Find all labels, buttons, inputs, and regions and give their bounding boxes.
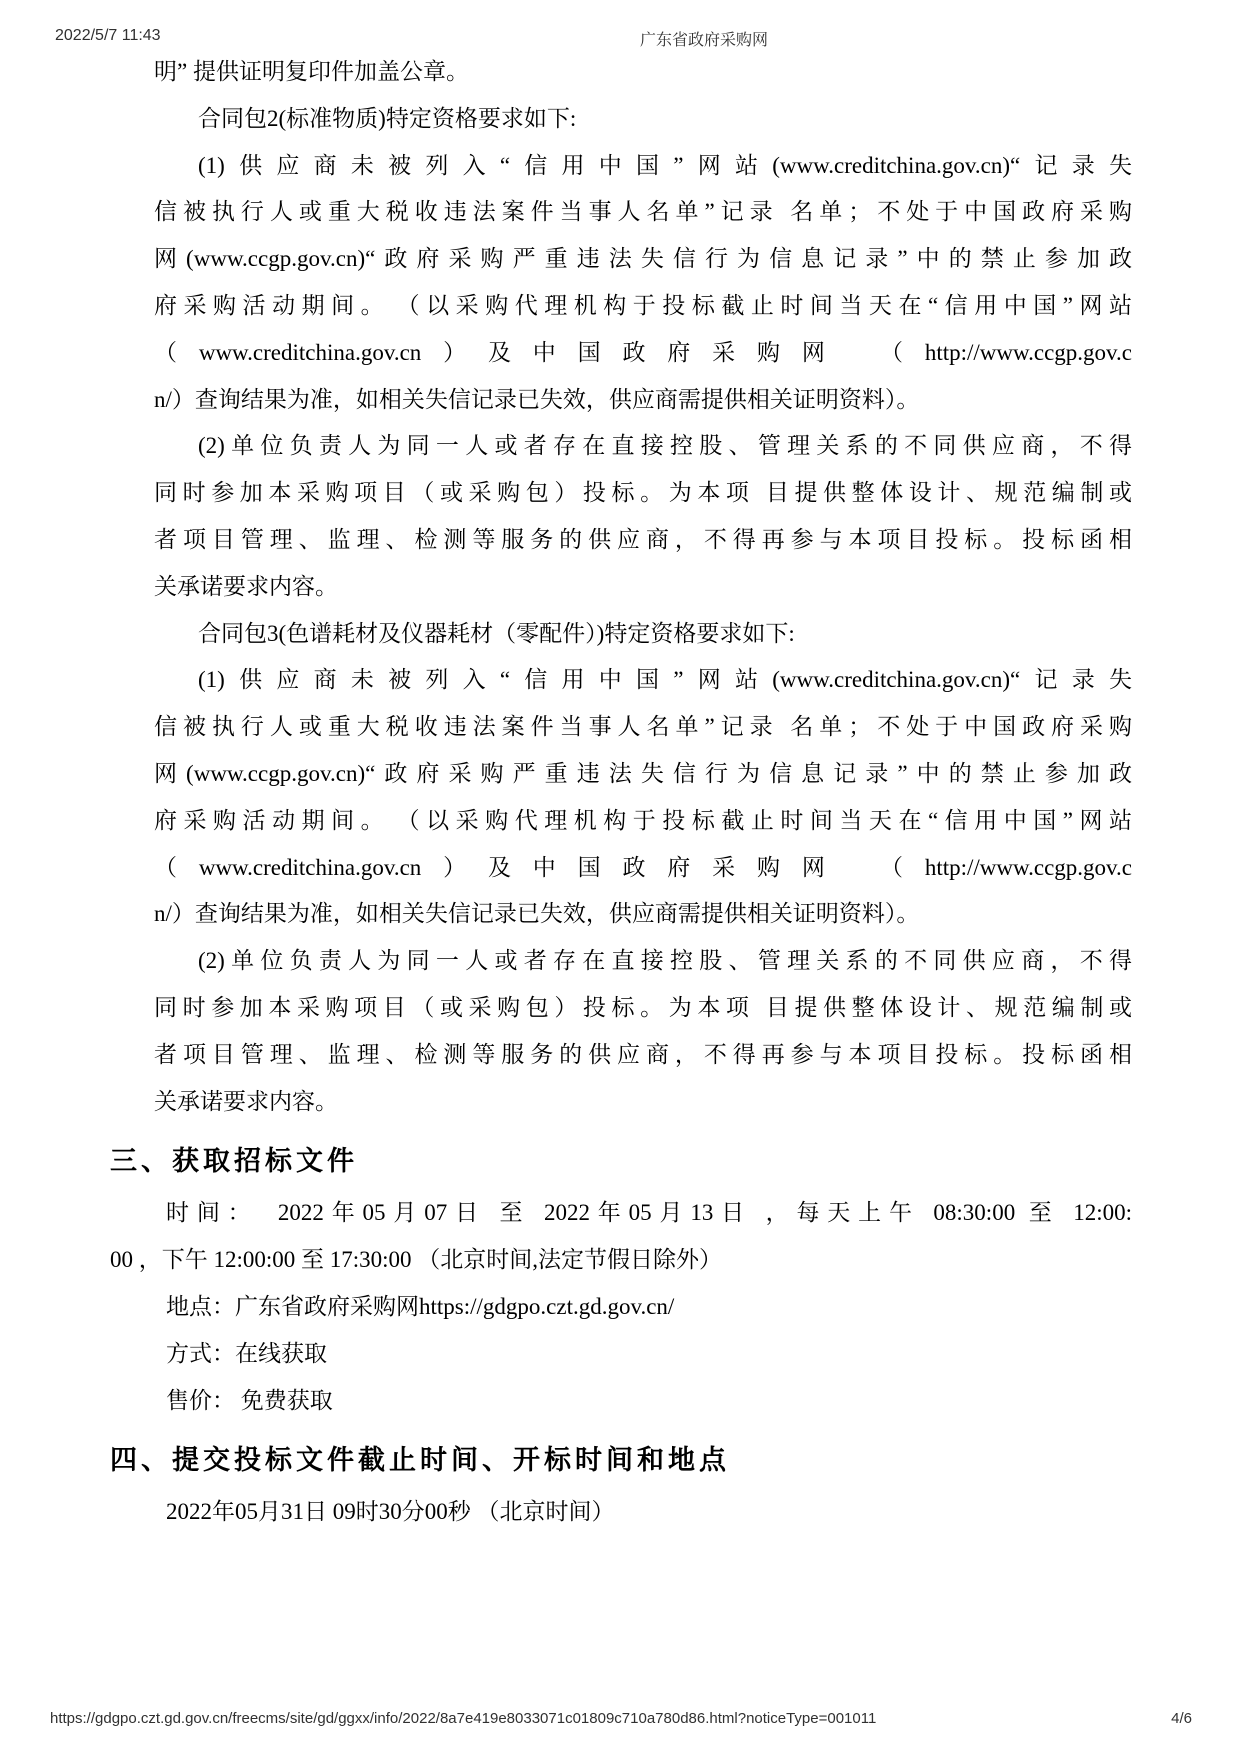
section-heading: 四、提交投标文件截止时间、开标时间和地点: [110, 1445, 730, 1476]
document-line: 府采购活动期间。 （以采购代理机构于投标截止时间当天在“信用中国”网站: [154, 807, 1132, 833]
document-line: 2022年05月31日 09时30分00秒 （北京时间）: [166, 1499, 615, 1525]
document-line: 者项目管理、监理、检测等服务的供应商，不得再参与本项目投标。投标函相: [154, 1041, 1132, 1067]
print-footer: [0, 1710, 1240, 1732]
document-line: (1)供应商未被列入“信用中国”网站(www.creditchina.gov.cn)“记录失: [198, 152, 1132, 178]
document-line: 地点：广东省政府采购网https://gdgpo.czt.gd.gov.cn/: [166, 1293, 675, 1319]
document-line: 00 ，下午 12:00:00 至 17:30:00 （北京时间,法定节假日除外）: [110, 1247, 723, 1273]
print-footer-url: https://gdgpo.czt.gd.gov.cn/freecms/site/gd/ggxx/info/2022/8a7e419e8033071c01809c710a780d86.html?noticeType=001011: [50, 1710, 877, 1727]
section-heading: 三、获取招标文件: [110, 1146, 358, 1177]
print-footer-page-number: 4/6: [1171, 1710, 1192, 1727]
document-line: 方式：在线获取: [166, 1340, 327, 1366]
document-line: 网(www.ccgp.gov.cn)“政府采购严重违法失信行为信息记录”中的禁止参加政: [154, 246, 1132, 272]
document-line: (2)单位负责人为同一人或者存在直接控股、管理关系的不同供应商，不得: [198, 948, 1132, 974]
document-line: 信被执行人或重大税收违法案件当事人名单”记录 名单；不处于中国政府采购: [154, 199, 1132, 225]
document-line: 信被执行人或重大税收违法案件当事人名单”记录 名单；不处于中国政府采购: [154, 714, 1132, 740]
document-line: 者项目管理、监理、检测等服务的供应商，不得再参与本项目投标。投标函相: [154, 526, 1132, 552]
document-line: (1)供应商未被列入“信用中国”网站(www.creditchina.gov.cn)“记录失: [198, 667, 1132, 693]
document-line: n/）查询结果为准，如相关失信记录已失效，供应商需提供相关证明资料）。: [154, 386, 920, 412]
document-line: （www.creditchina.gov.cn）及中国政府采购网 （http://www.ccgp.gov.c: [154, 339, 1132, 365]
document-line: 时间： 2022年05月07日 至 2022年05月13日 ，每天上午 08:30:00 至 12:00:: [166, 1200, 1132, 1226]
print-header: [0, 27, 1240, 49]
document-line: 关承诺要求内容。: [154, 573, 338, 599]
document-line: 合同包3(色谱耗材及仪器耗材（零配件）)特定资格要求如下:: [198, 620, 795, 646]
document-line: 同时参加本采购项目（或采购包）投标。为本项 目提供整体设计、规范编制或: [154, 994, 1132, 1020]
document-line: 网(www.ccgp.gov.cn)“政府采购严重违法失信行为信息记录”中的禁止参加政: [154, 760, 1132, 786]
document-line: 关承诺要求内容。: [154, 1088, 338, 1114]
document-line: 合同包2(标准物质)特定资格要求如下:: [198, 105, 577, 131]
document-line: 府采购活动期间。 （以采购代理机构于投标截止时间当天在“信用中国”网站: [154, 292, 1132, 318]
print-header-site-title: 广东省政府采购网: [640, 32, 769, 49]
document-body: [110, 49, 1132, 1536]
document-line: n/）查询结果为准，如相关失信记录已失效，供应商需提供相关证明资料）。: [154, 901, 920, 927]
print-header-datetime: 2022/5/7 11:43: [55, 27, 161, 44]
document-line: (2)单位负责人为同一人或者存在直接控股、管理关系的不同供应商，不得: [198, 433, 1132, 459]
document-line: 明” 提供证明复印件加盖公章。: [154, 59, 469, 84]
document-line: （www.creditchina.gov.cn）及中国政府采购网 （http://www.ccgp.gov.c: [154, 854, 1132, 880]
document-line: 同时参加本采购项目（或采购包）投标。为本项 目提供整体设计、规范编制或: [154, 480, 1132, 506]
document-line: 售价： 免费获取: [166, 1387, 333, 1413]
